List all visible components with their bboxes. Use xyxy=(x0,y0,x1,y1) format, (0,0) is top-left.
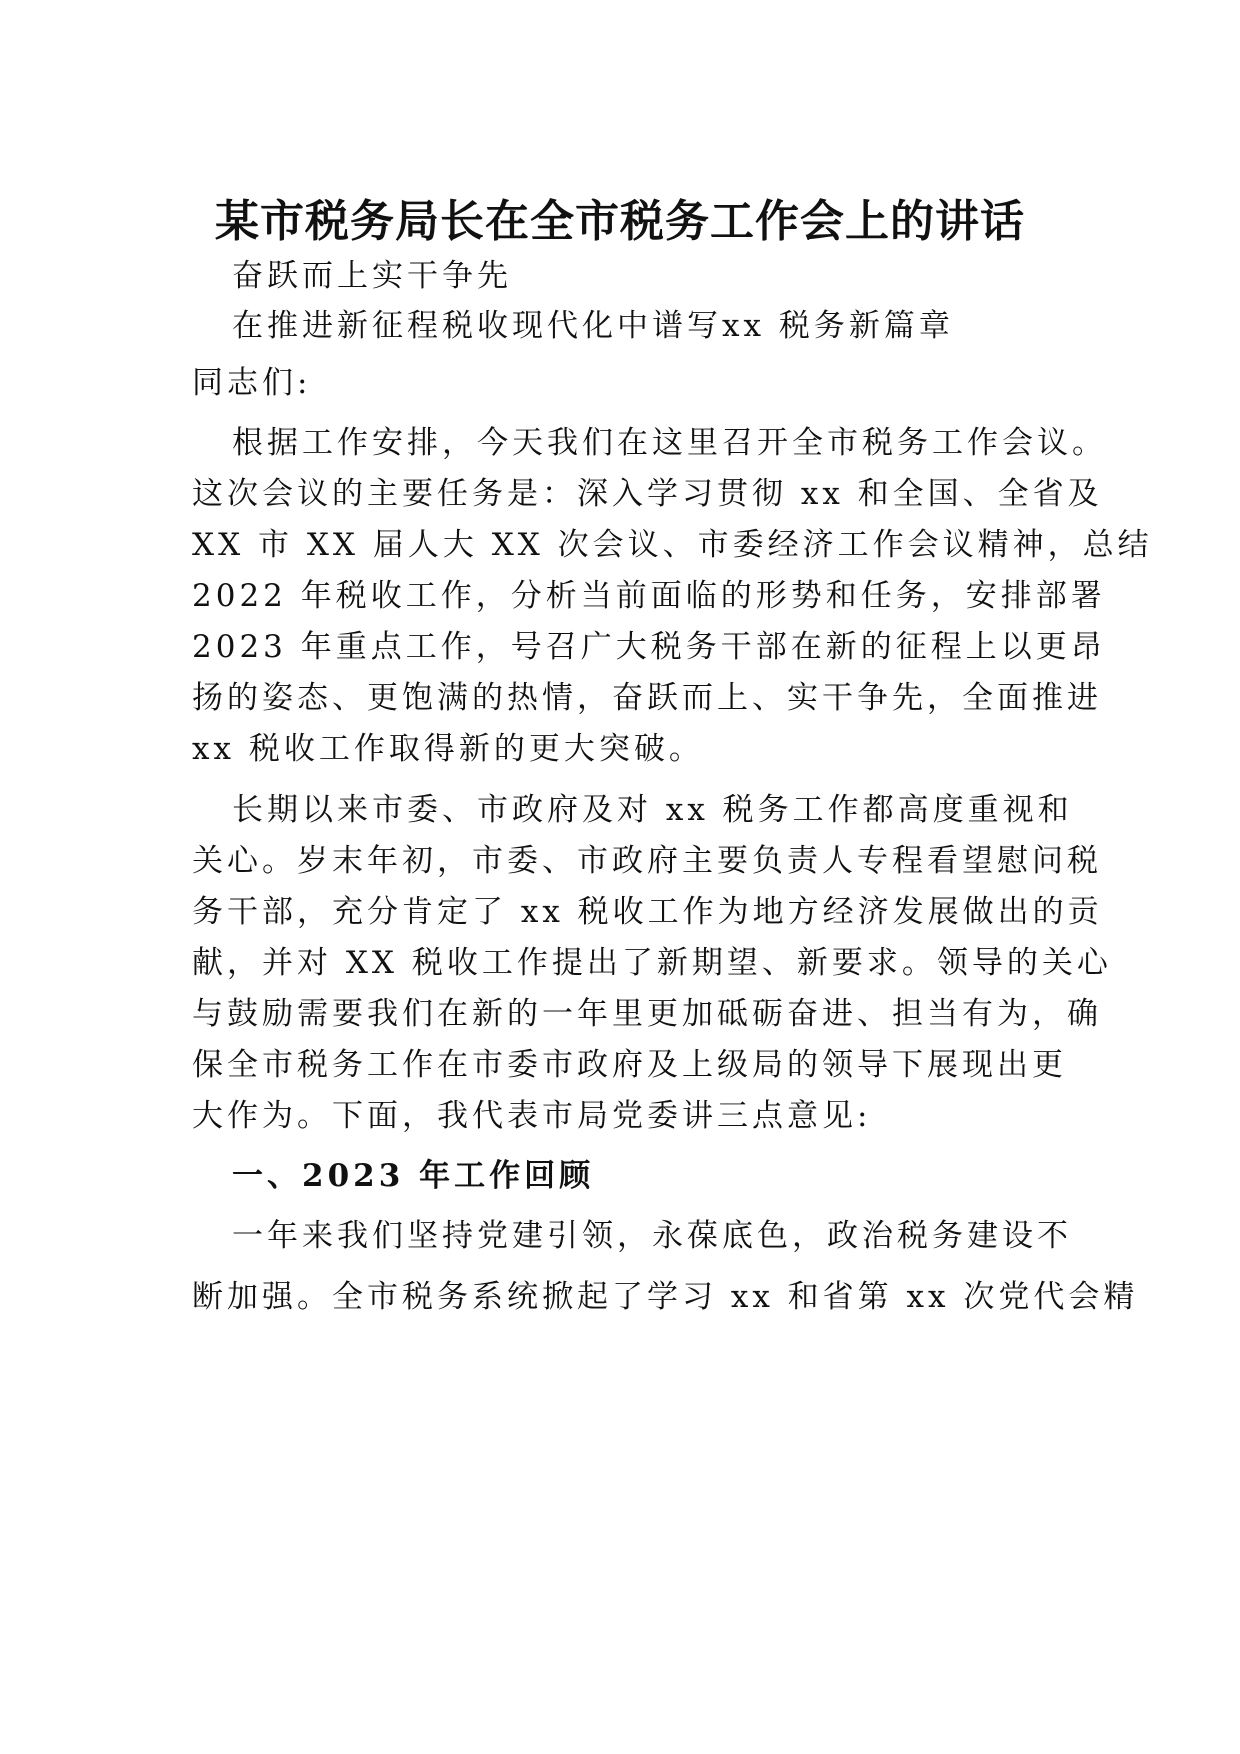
paragraph-2-line: 关心。岁末年初，市委、市政府主要负责人专程看望慰问税 xyxy=(192,843,1102,879)
paragraph-1-line: XX 市 XX 届人大 XX 次会议、市委经济工作会议精神，总结 xyxy=(192,527,1153,563)
paragraph-2-line: 长期以来市委、市政府及对 xx 税务工作都高度重视和 xyxy=(232,792,1073,828)
paragraph-1-line: xx 税收工作取得新的更大突破。 xyxy=(192,731,704,767)
paragraph-1-line: 扬的姿态、更饱满的热情，奋跃而上、实干争先，全面推进 xyxy=(192,680,1102,716)
paragraph-2-line: 大作为。下面，我代表市局党委讲三点意见: xyxy=(192,1098,872,1134)
document-title: 某市税务局长在全市税务工作会上的讲话 xyxy=(215,196,1025,247)
subtitle-line-2: 在推进新征程税收现代化中谱写xx 税务新篇章 xyxy=(232,308,954,344)
paragraph-2-line: 务干部，充分肯定了 xx 税收工作为地方经济发展做出的贡 xyxy=(192,894,1103,930)
section-heading: 一、2023 年工作回顾 xyxy=(232,1158,595,1194)
paragraph-2-line: 献，并对 XX 税收工作提出了新期望、新要求。领导的关心 xyxy=(192,945,1112,981)
paragraph-3-line: 一年来我们坚持党建引领，永葆底色，政治税务建设不 xyxy=(232,1218,1072,1254)
paragraph-3-line: 断加强。全市税务系统掀起了学习 xx 和省第 xx 次党代会精 xyxy=(192,1279,1139,1315)
paragraph-2-line: 保全市税务工作在市委市政府及上级局的领导下展现出更 xyxy=(192,1047,1067,1083)
greeting: 同志们: xyxy=(192,365,312,401)
subtitle-line-1: 奋跃而上实干争先 xyxy=(232,258,512,294)
paragraph-1-line: 2023 年重点工作，号召广大税务干部在新的征程上以更昂 xyxy=(192,629,1106,665)
paragraph-2-line: 与鼓励需要我们在新的一年里更加砥砺奋进、担当有为，确 xyxy=(192,996,1102,1032)
paragraph-1-line: 根据工作安排，今天我们在这里召开全市税务工作会议。 xyxy=(232,425,1107,461)
paragraph-1-line: 这次会议的主要任务是：深入学习贯彻 xx 和全国、全省及 xyxy=(192,476,1103,512)
paragraph-1-line: 2022 年税收工作，分析当前面临的形势和任务，安排部署 xyxy=(192,578,1106,614)
